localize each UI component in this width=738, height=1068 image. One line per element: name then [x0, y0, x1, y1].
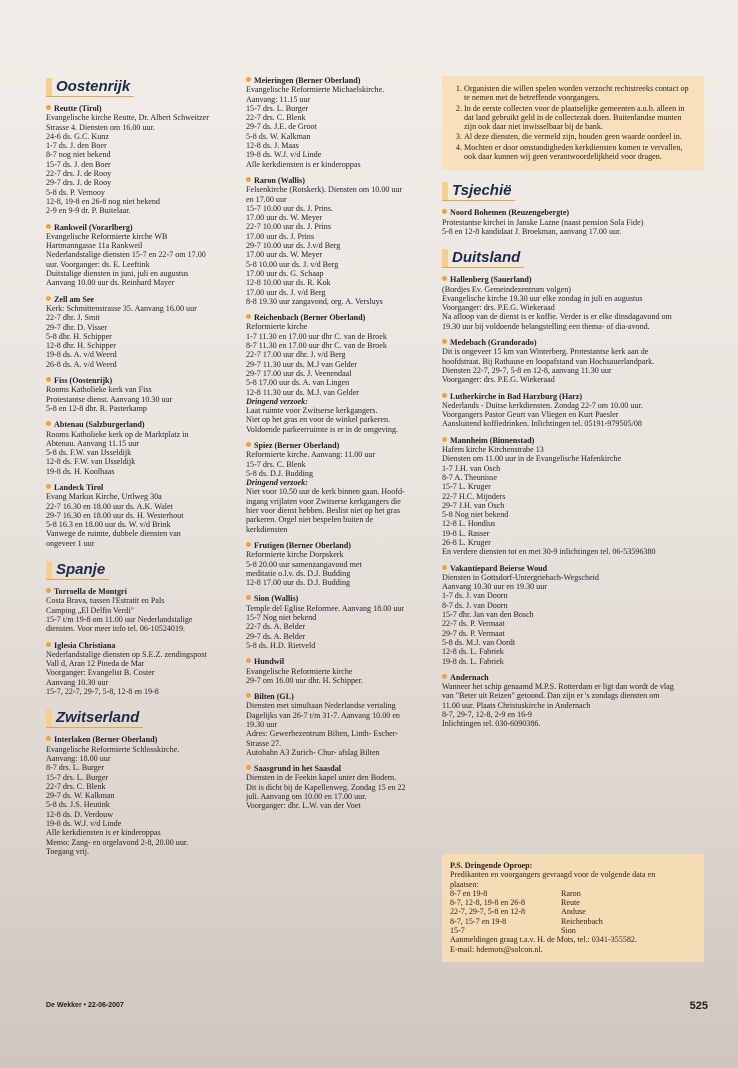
entry-line: 5-8 17.00 uur ds. A. van Lingen — [246, 378, 350, 388]
entry-line: 22-7 17.00 uur dhr. J. v/d Berg — [246, 350, 346, 360]
entry-title: Sion (Wallis) — [246, 594, 436, 603]
entry-line: Nederlandstalige diensten op S.E.Z. zendingspost — [46, 649, 207, 659]
entry-line: Evangelische Reformierte kirche — [246, 666, 353, 676]
entry-line: 17.00 uur ds. W. Meyer — [246, 250, 323, 260]
entry-line: Duitstalige diensten in juni, juli en augustus — [46, 269, 189, 279]
entry-line: 29-7 om 16.00 uur dhr. H. Schipper. — [246, 675, 363, 685]
church-entry — [246, 692, 436, 757]
bullet-icon — [442, 393, 447, 398]
entry-line: 1-7 11.30 en 17.00 uur dhr C. van de Broek — [246, 331, 387, 341]
entry-line: 5-8 ds. M.J. van Oordt — [442, 637, 516, 647]
entry-line: 8-7 ds. J. van Doorn — [442, 600, 508, 610]
bullet-icon — [442, 565, 447, 570]
entry-note: Dringend verzoek: — [246, 478, 308, 488]
entry-line: (Bordjes Ev. Gemeindezentrum volgen) — [442, 284, 571, 294]
church-entry — [442, 673, 704, 729]
entry-line: 17.00 uur ds. G. Schaap — [246, 268, 324, 278]
entry-title: Vakantiepard Beierse Woud — [442, 564, 704, 573]
bullet-icon — [246, 177, 251, 182]
entry-line: 19.30 uur bij voldoende belangstelling een thema- of dia-avond. — [442, 321, 650, 331]
entry-line: Memo: Zang- en orgelavond 2-8, 20.00 uur. — [46, 837, 189, 847]
ps-contact-line: E-mail: hdemots@solcon.nl. — [450, 944, 543, 954]
entry-line: 5-8 ds. P. Vernooy — [46, 187, 105, 197]
church-entry — [442, 564, 704, 666]
country-heading-row — [46, 555, 236, 587]
entry-line: 12-8 ds. L. Fabriek — [442, 647, 504, 657]
church-entry — [46, 735, 236, 856]
entry-line: 17.00 uur ds. J. v/d Berg — [246, 287, 326, 297]
ps-intro-line: plaatsen: — [450, 879, 479, 889]
entry-line: uur. Voorganger: ds. E. Leeftink — [46, 259, 150, 269]
entry-line: 22-7 dhr. J. Smit — [46, 313, 100, 323]
entry-line: Reformierte kirche — [246, 322, 308, 332]
entry-line: Evangelische kirche 19.30 uur elke zondag in juli en augustus — [442, 293, 643, 303]
entry-title: Andernach — [442, 673, 704, 682]
entry-line: Hartmanngasse 11a Rankweil — [46, 241, 143, 251]
entry-line: 29-7 17.00 uur ds. J. Veenendaal — [246, 368, 352, 378]
entry-line: Diensten in de Feekin kapel unter den Bodem. — [246, 773, 397, 783]
entry-line: ingang vrijlaten voor Zwitserse kerkgangers die — [246, 496, 401, 506]
church-entry — [46, 223, 236, 288]
ps-contact — [450, 935, 696, 954]
church-entry — [442, 208, 704, 236]
bullet-icon — [442, 437, 447, 442]
bullet-icon — [246, 442, 251, 447]
country-heading: Tsjechië — [442, 182, 515, 201]
entry-line: Laat ruimte voor Zwitserse kerkgangers. — [246, 406, 378, 416]
entry-line: 29-7 dhr. D. Visser — [46, 322, 108, 332]
entry-line: 22-7 10.00 uur ds. J. Prins — [246, 222, 331, 232]
entry-title: Spiez (Berner Oberland) — [246, 441, 436, 450]
entry-line: en 17.00 uur — [246, 194, 287, 204]
entry-line: Alle kerkdiensten is er kinderoppas — [46, 828, 161, 838]
ps-date: 8-7, 12-8, 19-8 en 26-8 — [450, 898, 526, 908]
entry-line: Toegang vrij. — [46, 846, 90, 856]
entry-line: Strasse 27. — [246, 738, 282, 748]
entry-line: 15-7 L. Kruger — [442, 482, 491, 492]
entry-line: 22-7 16.30 en 18.00 uur ds. A.K. Walet — [46, 501, 173, 511]
entry-line: Diensten 22-7, 29-7, 5-8 en 12-8, aanvang 11.30 uur — [442, 365, 612, 375]
entry-title: Abtenau (Salzburgerland) — [46, 420, 236, 429]
entry-line: 22-7 H.C. Mijnders — [442, 491, 506, 501]
entry-line: Vanwege de ruimte, dubbele diensten van — [46, 529, 181, 539]
church-entry — [246, 76, 436, 169]
entry-line: 29-7 J.H. van Osch — [442, 500, 505, 510]
entry-line: Alle kerkdiensten is er kinderoppas — [246, 159, 361, 169]
entry-title: Torroella de Montgri — [46, 587, 236, 596]
entry-line: 5-8 en 12-8 dhr. R. Pasterkamp — [46, 403, 147, 413]
entry-line: Diensten met simultaan Nederlandse vertaling — [246, 701, 396, 711]
entry-line: 15-7 drs. L. Burger — [246, 103, 309, 113]
entry-line: 29-7 drs. J. de Rooy — [46, 178, 112, 188]
entry-line: Aanvang 10.30 uur — [46, 677, 109, 687]
entry-line: Autobahn A3 Zurich- Chur- afslag Bilten — [246, 747, 380, 757]
entry-line: Niet voor 10.50 uur de kerk binnen gaan. Hoofd- — [246, 487, 405, 497]
entry-line: 5-8 ds. F.W. van IJsseldijk — [46, 448, 132, 458]
entry-title: Rankweil (Vorarlberg) — [46, 223, 236, 232]
entry-line: Voorganger: Evangelist B. Coster — [46, 668, 155, 678]
entry-line: Protestantse dienst. Aanvang 10.30 uur — [46, 394, 173, 404]
church-entry — [246, 541, 436, 587]
church-entry — [46, 587, 236, 633]
entry-title: Hallenberg (Sauerland) — [442, 275, 704, 284]
entry-line: 8-7, 29-7, 12-8, 2-9 en 16-9 — [442, 710, 532, 720]
entry-line: 5-8 Nog niet bekend — [442, 510, 509, 520]
bullet-icon — [246, 77, 251, 82]
bullet-icon — [246, 595, 251, 600]
entry-line: 8-7 A. Theunisse — [442, 472, 497, 482]
entry-line: 12-8 L. Hondius — [442, 519, 496, 529]
entry-line: Felsenkirche (Rotskerk). Diensten om 10.00 uur — [246, 185, 403, 195]
church-entry — [46, 376, 236, 413]
entry-line: 19-8 ds. H. Koolhaas — [46, 466, 115, 476]
entry-line: 17.00 uur ds. J. Prins — [246, 231, 315, 241]
ps-place: Reute — [561, 898, 580, 908]
entry-line: 17.00 uur ds. W. Meyer — [246, 213, 323, 223]
entry-line: 29-7 11.30 uur ds. M.J van Gelder — [246, 359, 357, 369]
entry-note: Dringend verzoek: — [246, 396, 308, 406]
entry-line: 19-8 L. Rasser — [442, 528, 490, 538]
note-item: 4. Mochten er door omstandigheden kerkdiensten komen te vervallen, ook daar kunnen wij geen verantwoordelijkheid voor dragen. — [464, 143, 694, 162]
entry-title: Iglesia Christiana — [46, 641, 236, 650]
entry-title: Bilten (GL) — [246, 692, 436, 701]
entry-line: 12-8, 19-8 en 26-8 nog niet bekend — [46, 196, 160, 206]
entry-line: 12-8 dhr. H. Schipper — [46, 341, 116, 351]
ps-place: Reichenbach — [561, 916, 603, 926]
entry-line: 8-7 11.30 en 17.00 uur dhr C. van de Broek — [246, 341, 387, 351]
entry-line: ongeveer 1 uur — [46, 538, 95, 548]
entry-line: 22-7 ds. A. Belder — [246, 622, 306, 632]
entry-line: Evangelische kirche Reutte, Dr. Albert Schweitzer — [46, 113, 209, 123]
entry-line: 8-8 19.30 uur zangavond, org. A. Versluys — [246, 296, 383, 306]
entry-line: 15-7, 22-7, 29-7, 5-8, 12-8 en 19-8 — [46, 687, 159, 697]
entry-line: meditatie o.l.v. ds. D.J. Budding — [246, 568, 351, 578]
entry-line: Costa Brava, tussen l'Estratit en Pals — [46, 596, 165, 606]
entry-line: 26-8 L. Kruger — [442, 537, 491, 547]
entry-title: Saasgrund in het Saasdal — [246, 764, 436, 773]
entry-title: Zell am See — [46, 295, 236, 304]
entry-line: Voorganger: drs. P.E.G. Wiekeraad — [442, 303, 555, 313]
church-entry — [442, 275, 704, 331]
church-entry — [46, 483, 236, 548]
entry-line: 22-7 drs. C. Blenk — [246, 113, 306, 123]
entry-line: 5-8 10.00 uur ds. J. v/d Berg — [246, 259, 339, 269]
column-right — [442, 76, 704, 736]
entry-line: 29-7 ds. P. Vermaat — [442, 628, 505, 638]
bullet-icon — [46, 105, 51, 110]
entry-line: juli. Aanvang om 10.00 en 17.00 uur. — [246, 792, 367, 802]
entry-line: 5-8 20.00 uur samenzangavond met — [246, 559, 362, 569]
entry-title: Interlaken (Berner Oberland) — [46, 735, 236, 744]
entry-line: Voorganger: dhr. L.W. van der Voet — [246, 801, 361, 811]
entry-line: 15-7 Nog niet bekend — [246, 613, 317, 623]
entry-line: diensten. Voor meer info tel. 06-10524019. — [46, 624, 186, 634]
entry-line: 5-8 ds. W. Kalkman — [246, 131, 311, 141]
footer-publication: De Wekker • 22-06-2007 — [46, 1002, 124, 1009]
country-heading-row — [442, 243, 704, 275]
entry-line: 15-7 drs. L. Burger — [46, 772, 109, 782]
page-number: 525 — [689, 1000, 708, 1012]
church-entry — [46, 104, 236, 216]
entry-line: 19-8 ds. W.J. v/d Linde — [46, 819, 122, 828]
church-entry — [246, 764, 436, 810]
entry-line: 2-9 en 9-9 dr. P. Buitelaar. — [46, 206, 131, 216]
ps-date: 15-7 — [450, 926, 465, 936]
entry-line: 15-7 ds. J. den Boer — [46, 159, 111, 169]
entry-line: parkeren. Orgel niet bespelen buiten de — [246, 515, 374, 525]
entry-line: 24-6 ds. G.C. Kunz — [46, 131, 109, 141]
entry-title: Reichenbach (Berner Oberland) — [246, 313, 436, 322]
entry-line: Reformierte kirche. Aanvang: 11.00 uur — [246, 450, 376, 460]
entry-title: Lutherkirche in Bad Harzburg (Harz) — [442, 392, 704, 401]
entry-line: 8-7 drs. L. Burger — [46, 763, 105, 773]
entry-line: 5-8 dhr. H. Schipper — [46, 331, 112, 341]
column-left — [46, 72, 236, 863]
entry-line: 19-8 ds. A. v/d Weerd — [46, 350, 117, 360]
entry-line: 1-7 ds. J. den Boer — [46, 141, 107, 151]
entry-line: Vall d, Aran 12 Pineda de Mar — [46, 659, 145, 669]
entry-line: Dit is ongeveer 15 km van Winterberg. Protestantse kerk aan de — [442, 347, 649, 357]
bullet-icon — [46, 377, 51, 382]
church-entry — [246, 594, 436, 650]
bullet-icon — [246, 765, 251, 770]
bullet-icon — [442, 276, 447, 281]
country-heading: Zwitserland — [46, 709, 143, 728]
country-heading: Spanje — [46, 561, 109, 580]
church-entry — [46, 420, 236, 476]
country-heading-row — [46, 703, 236, 735]
entry-line: 12-8 ds. J. Maas — [246, 141, 299, 151]
entry-title: Hundwil — [246, 657, 436, 666]
entry-line: Aanvang 10.30 uur en 19.30 uur — [442, 582, 547, 592]
ps-row — [450, 926, 696, 935]
church-entry — [246, 441, 436, 534]
entry-line: 15-7 dhr. Jan van den Bosch — [442, 610, 534, 620]
entry-line: 26-8 ds. A. v/d Weerd — [46, 359, 117, 369]
entry-line: 15-7 t/m 19-8 om 11.00 uur Nederlandstalige — [46, 614, 193, 624]
entry-line: Hafem kirche Kirchenstrabe 13 — [442, 445, 544, 455]
entry-line: 11.00 uur. Plaats Christuskirche in Andernach — [442, 700, 591, 710]
entry-line: Aanvang: 11.15 uur — [246, 94, 311, 104]
entry-line: Reformierte kirche Dorpskerk — [246, 550, 344, 560]
church-entry — [46, 641, 236, 697]
entry-line: 5-8 ds. D.J. Budding — [246, 468, 314, 478]
entry-line: Evangelische Reformierte Schlosskirche. — [46, 744, 180, 754]
entry-line: 5-8 ds. H.D. Rietveld — [246, 640, 316, 650]
entry-line: 15-7 drs. C. Blenk — [246, 459, 306, 469]
entry-line: hoofdstraat. Bij Rathause en loopafstand van Hochsauerlandpark. — [442, 356, 655, 366]
entry-line: Rooms Katholieke kerk van Fiss — [46, 385, 152, 395]
entry-title: Reutte (Tirol) — [46, 104, 236, 113]
church-entry — [246, 313, 436, 434]
ps-title: P.S. Dringende Oproep: — [450, 861, 533, 870]
bullet-icon — [46, 296, 51, 301]
church-entry — [442, 338, 704, 384]
entry-line: Nederlands - Duitse kerkdiensten. Zondag 22-7 om 10.00 uur. — [442, 400, 643, 410]
entry-line: Dagelijks van 26-7 t/m 31-7. Aanvang 10.00 en — [246, 710, 400, 720]
notes-list — [452, 84, 694, 161]
entry-line: Aanvang 10.00 uur ds. Reinhard Mayer — [46, 278, 175, 288]
entry-line: 29-7 ds. W. Kalkman — [46, 791, 115, 801]
entry-line: 19-8 ds. L. Fabriek — [442, 656, 504, 666]
entry-line: 5-8 16.3 en 18.00 uur ds. W. v/d Brink — [46, 520, 171, 530]
ps-place: Raron — [561, 888, 581, 898]
bullet-icon — [46, 484, 51, 489]
entry-line: Inlichtingen tel. 030-6090386. — [442, 719, 541, 729]
entry-line: hier voor dienst hebben. Beslist niet op het gras — [246, 506, 400, 516]
church-entry — [46, 295, 236, 369]
entry-line: 8-7 nog niet bekend — [46, 150, 111, 160]
church-entry — [442, 392, 704, 429]
entry-line: 22-7 drs. J. de Rooy — [46, 169, 112, 179]
bullet-icon — [46, 736, 51, 741]
entry-line: Evangelische Reformierte kirche WB — [46, 231, 168, 241]
bullet-icon — [246, 658, 251, 663]
ps-date: 8-7, 15-7 en 19-8 — [450, 916, 507, 926]
bullet-icon — [246, 314, 251, 319]
ps-intro — [450, 870, 696, 889]
entry-line: Protestantse kirchei in Janske Lazne (naast pension Sola Fide) — [442, 217, 644, 227]
entry-title: Noord Bohemen (Reuzengebergte) — [442, 208, 704, 217]
entry-title: Medebach (Grandorado) — [442, 338, 704, 347]
entry-line: 12-8 ds. F.W. van IJsseldijk — [46, 457, 136, 467]
column-middle — [246, 76, 436, 818]
entry-line: Na afloop van de dienst is er koffie. Verder is er elke dinsdagavond om — [442, 312, 672, 322]
church-entry — [246, 657, 436, 685]
entry-line: Voorganger: drs. P.E.G. Wiekeraad — [442, 375, 555, 385]
entry-line: 12-8 ds. D. Verdouw — [46, 809, 114, 819]
entry-line: 19.30 uur — [246, 720, 278, 729]
entry-line: 5-8 en 12-8 kandidaat J. Broekman, aanvang 17.00 uur. — [442, 226, 622, 236]
entry-line: Aanvang: 18.00 uur — [46, 753, 111, 763]
entry-title: Fiss (Oostenrijk) — [46, 376, 236, 385]
ps-row — [450, 889, 696, 898]
bullet-icon — [442, 674, 447, 679]
entry-line: Adres: Gewerbezentrum Bilten, Linth- Escher- — [246, 729, 398, 739]
entry-line: Diensten in Gottsdorf-Untergriebach-Wegscheid — [442, 572, 599, 582]
entry-line: van "Beter uit Reizen" getoond. Dan zijn er 's zondags diensten om — [442, 691, 660, 701]
entry-title: Mannheim (Binnenstad) — [442, 436, 704, 445]
notes-box — [442, 76, 704, 170]
entry-line: Kerk: Schmittenstrasse 35. Aanvang 16.00 uur — [46, 303, 197, 313]
entry-line: En verdere diensten tot en met 30-9 inlichtingen tel. 06-53596380 — [442, 547, 656, 557]
entry-line: Dit is dicht bij de Kapellenweg. Zondag 15 en 22 — [246, 782, 406, 792]
ps-row — [450, 917, 696, 926]
note-item: 1. Organisten die willen spelen worden verzocht rechtstreeks contact op te nemen met de betreffende voorgangers. — [464, 84, 694, 103]
country-heading: Oostenrijk — [46, 78, 134, 97]
ps-row — [450, 907, 696, 916]
entry-line: 5-8 ds. J.S. Heutink — [46, 800, 110, 810]
ps-row — [450, 898, 696, 907]
entry-line: Evang Markus Kirche, Urtlweg 30a — [46, 492, 162, 502]
ps-rows — [450, 889, 696, 935]
entry-line: Rooms Katholieke kerk op de Marktplatz in — [46, 429, 189, 439]
entry-title: Landeck Tirol — [46, 483, 236, 492]
entry-line: 22-7 ds. P. Vermaat — [442, 619, 505, 629]
entry-line: Nederlandstalige diensten 15-7 en 22-7 om 17.00 — [46, 250, 206, 260]
country-heading-row — [46, 72, 236, 104]
country-heading: Duitsland — [442, 249, 524, 268]
ps-contact-line: Aanmeldingen graag t.a.v. H. de Mots, tel.: 0341-355582. — [450, 935, 637, 945]
bullet-icon — [46, 421, 51, 426]
entry-line: 29-7 10.00 uur ds. J.v/d Berg — [246, 241, 341, 251]
ps-place: Sion — [561, 926, 576, 936]
entry-line: 15-7 10.00 uur ds. J. Prins. — [246, 203, 334, 213]
note-item: 2. In de eerste collecten voor de plaatselijke gemeenten a.u.b. alleen in dat land gebruikt geld in de collectezak doen. Buitenlandse munten zijn ook daar niet inwisselbaar bij de bank. — [464, 104, 694, 132]
bullet-icon — [442, 209, 447, 214]
country-heading-row — [442, 176, 704, 208]
entry-line: 22-7 drs. C. Blenk — [46, 781, 106, 791]
entry-title: Meieringen (Berner Oberland) — [246, 76, 436, 85]
bullet-icon — [442, 339, 447, 344]
bullet-icon — [46, 642, 51, 647]
entry-line: 12-8 11.30 uur ds. M.J. van Gelder — [246, 387, 359, 397]
church-entry — [442, 436, 704, 557]
entry-line: Wanneer het schip genaamd M.P.S. Rotterdam er ligt dan wordt de vlag — [442, 682, 674, 692]
ps-intro-line: Predikanten en voorgangers gevraagd voor de volgende data en — [450, 870, 656, 880]
bullet-icon — [246, 693, 251, 698]
entry-title: Frutigen (Berner Oberland) — [246, 541, 436, 550]
ps-urgent-call-box — [442, 854, 704, 962]
church-entry — [246, 176, 436, 306]
entry-line: 12-8 10.00 uur ds. R. Kok — [246, 278, 331, 288]
entry-line: Evangelische Reformierte Michaelskirche. — [246, 85, 385, 95]
entry-line: kerkdiensten — [246, 524, 288, 534]
entry-line: Abtenau. Aanvang 11.15 uur — [46, 438, 139, 448]
entry-line: Temple del Eglise Reformee. Aanvang 18.00 uur — [246, 603, 405, 613]
entry-line: 19-8 ds. W.J. v/d Linde — [246, 150, 322, 160]
entry-line: 29-7 ds. J.E. de Groot — [246, 122, 317, 132]
ps-place: Anduse — [561, 907, 586, 917]
entry-line: Diensten om 11.00 uur in de Evangelische Hafenkirche — [442, 454, 622, 464]
entry-line: Strasse 4. Diensten om 16.00 uur. — [46, 122, 155, 132]
entry-line: Camping „El Delfin Verdi" — [46, 605, 134, 615]
ps-date: 22-7, 29-7, 5-8 en 12-8 — [450, 907, 526, 917]
entry-line: Voorgangers Pastor Geurt van Vliegen en Kurt Paesler — [442, 410, 619, 420]
entry-line: 1-7 J.H. van Osch — [442, 463, 501, 473]
entry-line: Voldoende parkeerruimte is er in de omgeving. — [246, 424, 399, 434]
entry-line: Niet op het gras en voor de winkel parkeren. — [246, 415, 391, 425]
bullet-icon — [46, 588, 51, 593]
entry-line: 12-8 17.00 uur ds. D.J. Budding — [246, 578, 351, 588]
entry-line: 29-7 16.30 en 18.00 uur ds. H. Westerhout — [46, 510, 184, 520]
entry-line: Aansluitend koffiedrinken. Inlichtingen tel. 05191-979505/08 — [442, 419, 642, 429]
bullet-icon — [246, 542, 251, 547]
note-item: 3. Al deze diensten, die vermeld zijn, houden geen waarde oordeel in. — [464, 132, 694, 141]
entry-line: 29-7 ds. A. Belder — [246, 631, 306, 641]
entry-title: Raron (Wallis) — [246, 176, 436, 185]
ps-date: 8-7 en 19-8 — [450, 888, 488, 898]
bullet-icon — [46, 224, 51, 229]
entry-line: 1-7 ds. J. van Doorn — [442, 591, 508, 601]
